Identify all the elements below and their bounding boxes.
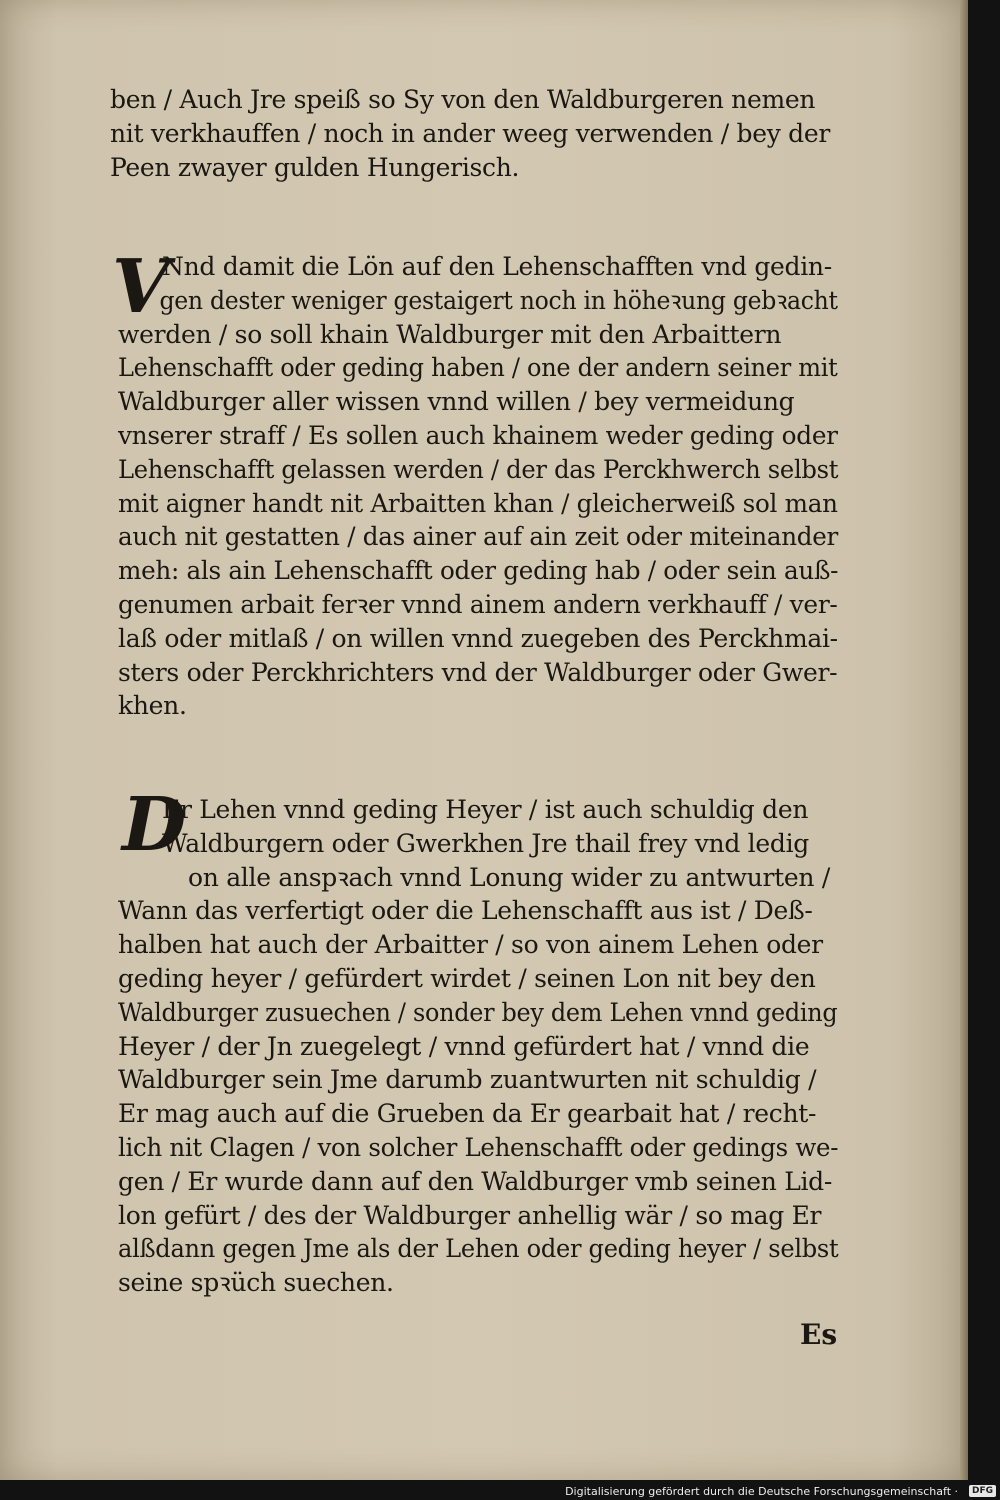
- text-line: Waldburgern oder Gwerkhen Jre thail frey vnd ledig: [162, 828, 809, 858]
- text-line: khen.: [118, 691, 187, 721]
- text-line: halben hat auch der Arbaitter / so von ainem Lehen oder: [118, 930, 823, 960]
- text-line: werden / so soll khain Waldburger mit den Arbaittern: [118, 319, 782, 349]
- text-line: seine spꝛüch suechen.: [118, 1268, 394, 1298]
- text-line: Heyer / der Jn zuegelegt / vnnd gefürdert hat / vnnd die: [118, 1031, 810, 1061]
- text-line: sters oder Perckhrichters vnd der Waldburger oder Gwer-: [118, 657, 838, 687]
- text-line: Waldburger sein Jme darumb zuantwurten nit schuldig /: [118, 1065, 817, 1095]
- initial-letter-v: V: [112, 244, 170, 330]
- text-line: gen / Er wurde dann auf den Waldburger vmb seinen Lid-: [118, 1166, 833, 1196]
- text-line: Wann das verfertigt oder die Lehenschafft aus ist / Deß-: [118, 896, 813, 926]
- text-line: Lehenschafft gelassen werden / der das Perckhwerch selbst: [118, 454, 839, 484]
- paragraph-1: [110, 83, 830, 184]
- text-line: Lehenschafft oder geding haben / one der andern seiner mit: [118, 353, 838, 383]
- text-line: vnserer straff / Es sollen auch khainem weder geding oder: [118, 420, 838, 450]
- text-line: geding heyer / gefürdert wirdet / seinen Lon nit bey den: [118, 963, 816, 993]
- text-line: on alle anspꝛach vnnd Lonung wider zu antwurten /: [188, 862, 830, 892]
- paragraph-3: [118, 793, 871, 1300]
- text-line: gen dester weniger gestaigert noch in höheꝛung gebꝛacht: [159, 285, 838, 315]
- dfg-logo: DFG: [969, 1485, 996, 1497]
- text-line: laß oder mitlaß / on willen vnnd zuegeben des Perckhmai-: [118, 623, 838, 653]
- digitization-credit: Digitalisierung gefördert durch die Deutsche Forschungsgemeinschaft ·: [565, 1485, 958, 1498]
- text-line: Peen zwayer gulden Hungerisch.: [110, 152, 520, 182]
- page-edge: [960, 0, 968, 1480]
- text-line: ben / Auch Jre speiß so Sy von den Waldburgeren nemen: [110, 85, 816, 114]
- text-line: lich nit Clagen / von solcher Lehenschafft oder gedings we-: [118, 1132, 839, 1162]
- text-line: mit aigner handt nit Arbaitten khan / gleicherweiß sol man: [118, 488, 838, 518]
- text-line: Nnd damit die Lön auf den Lehenschafften vnd gedin-: [162, 252, 832, 281]
- text-line: lon gefürt / des der Waldburger anhellig wär / so mag Er: [118, 1200, 822, 1230]
- catchword: Es: [800, 1318, 838, 1351]
- initial-letter-d: D: [122, 782, 187, 868]
- text-line: Er mag auch auf die Grueben da Er gearbait hat / recht-: [118, 1099, 817, 1129]
- text-line: meh: als ain Lehenschafft oder geding hab / oder sein auß-: [118, 556, 839, 586]
- text-line: nit verkhauffen / noch in ander weeg verwenden / bey der: [110, 118, 831, 148]
- paragraph-2: [118, 250, 882, 723]
- text-line: Er Lehen vnnd geding Heyer / ist auch schuldig den: [162, 795, 809, 824]
- text-line: alßdann gegen Jme als der Lehen oder geding heyer / selbst: [118, 1234, 839, 1264]
- text-line: Waldburger aller wissen vnnd willen / bey vermeidung: [118, 387, 795, 417]
- text-line: Waldburger zusuechen / sonder bey dem Lehen vnnd geding: [118, 997, 838, 1027]
- text-line: auch nit gestatten / das ainer auf ain zeit oder miteinander: [118, 522, 838, 552]
- text-line: genumen arbait ferꝛer vnnd ainem andern verkhauff / ver-: [118, 589, 838, 619]
